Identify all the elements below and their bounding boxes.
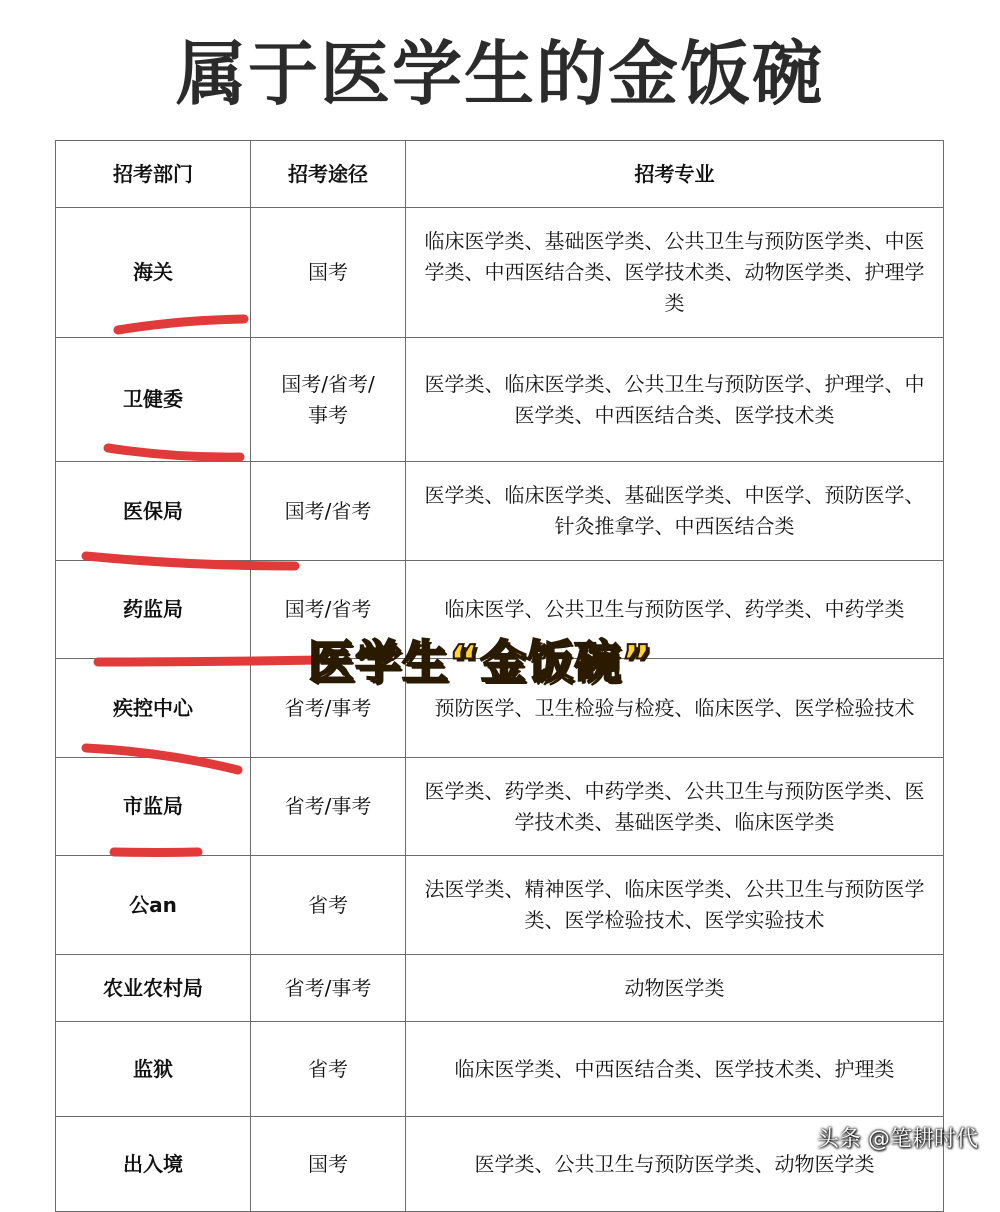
dept-cell: 海关 <box>56 208 251 338</box>
overlay-caption: 医学生“金饭碗” <box>308 635 653 689</box>
dept-cell: 农业农村局 <box>56 955 251 1022</box>
dept-cell: 市监局 <box>56 758 251 856</box>
route-cell: 省考/事考 <box>251 659 406 758</box>
route-cell: 省考/事考 <box>251 758 406 856</box>
table-row <box>56 1022 944 1117</box>
route-cell: 省考 <box>251 856 406 955</box>
table-header-row <box>56 141 944 208</box>
table-row <box>56 1117 944 1212</box>
route-cell: 国考 <box>251 1117 406 1212</box>
page-title: 属于医学生的金饭碗 <box>176 33 824 115</box>
table-row <box>56 856 944 955</box>
dept-cell: 药监局 <box>56 561 251 659</box>
watermark: 头条 @笔耕时代 <box>817 1127 978 1152</box>
table-row <box>56 758 944 856</box>
majors-cell: 法医学类、精神医学、临床医学类、公共卫生与预防医学类、医学检验技术、医学实验技术 <box>406 856 944 955</box>
route-cell: 国考/省考/事考 <box>251 338 406 462</box>
dept-cell: 卫健委 <box>56 338 251 462</box>
header-majors: 招考专业 <box>406 141 944 208</box>
header-route: 招考途径 <box>251 141 406 208</box>
dept-cell: 监狱 <box>56 1022 251 1117</box>
majors-cell: 医学类、药学类、中药学类、公共卫生与预防医学类、医学技术类、基础医学类、临床医学类 <box>406 758 944 856</box>
majors-cell: 预防医学、卫生检验与检疫、临床医学、医学检验技术 <box>406 659 944 758</box>
majors-cell: 临床医学、公共卫生与预防医学、药学类、中药学类 <box>406 561 944 659</box>
majors-cell: 临床医学类、基础医学类、公共卫生与预防医学类、中医学类、中西医结合类、医学技术类、动物医学类、护理学类 <box>406 208 944 338</box>
table-row <box>56 338 944 462</box>
dept-cell: 出入境 <box>56 1117 251 1212</box>
majors-cell: 医学类、临床医学类、基础医学类、中医学、预防医学、针灸推拿学、中西医结合类 <box>406 462 944 561</box>
majors-cell: 临床医学类、中西医结合类、医学技术类、护理类 <box>406 1022 944 1117</box>
dept-cell: 医保局 <box>56 462 251 561</box>
dept-cell: 公an <box>56 856 251 955</box>
table-row <box>56 208 944 338</box>
dept-cell: 疾控中心 <box>56 659 251 758</box>
route-cell: 国考/省考 <box>251 561 406 659</box>
majors-cell: 动物医学类 <box>406 955 944 1022</box>
route-cell: 省考 <box>251 1022 406 1117</box>
table-row <box>56 955 944 1022</box>
route-cell: 国考 <box>251 208 406 338</box>
majors-cell: 医学类、临床医学类、公共卫生与预防医学、护理学、中医学类、中西医结合类、医学技术类 <box>406 338 944 462</box>
majors-cell: 医学类、公共卫生与预防医学类、动物医学类 <box>406 1117 944 1212</box>
route-cell: 国考/省考 <box>251 462 406 561</box>
route-cell: 省考/事考 <box>251 955 406 1022</box>
table-row <box>56 462 944 561</box>
header-dept: 招考部门 <box>56 141 251 208</box>
